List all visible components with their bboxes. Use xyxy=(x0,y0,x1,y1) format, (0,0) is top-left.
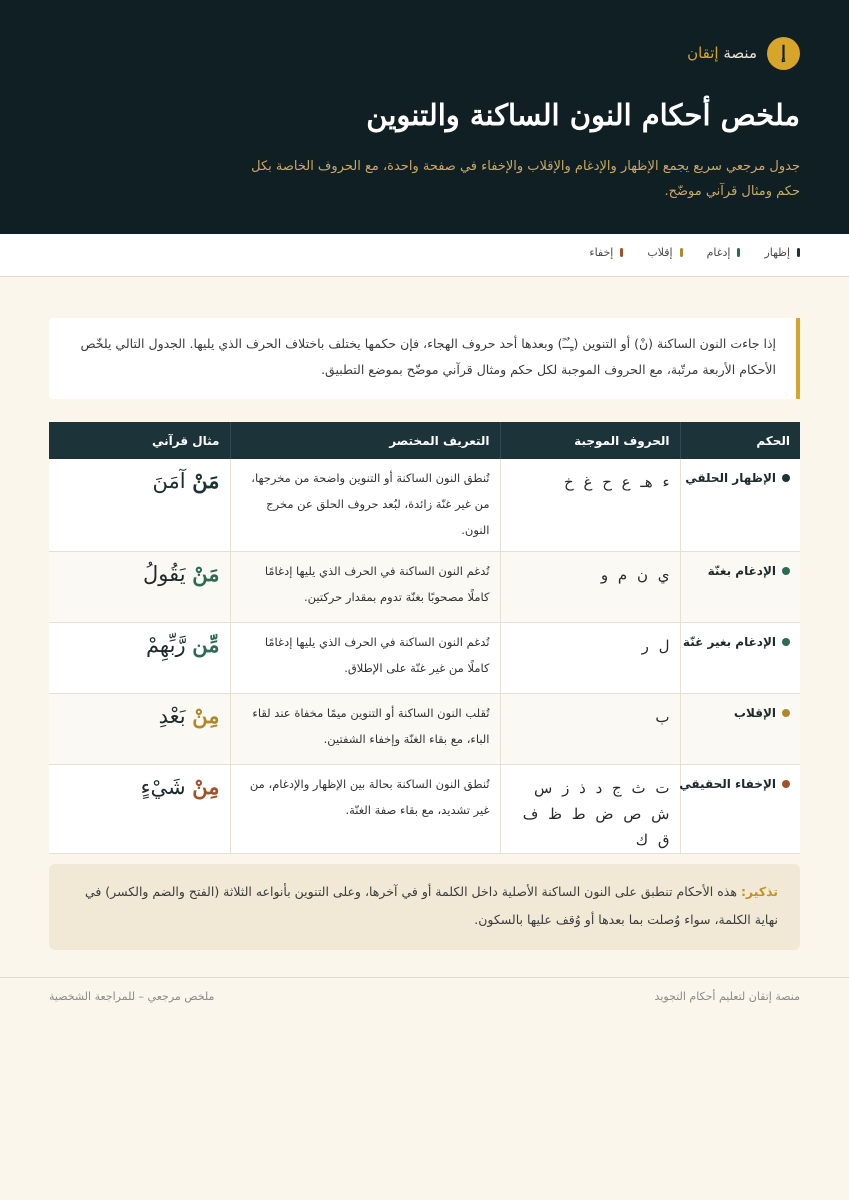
footer-note: ملخص مرجعي – للمراجعة الشخصية xyxy=(49,990,215,1003)
legend-item-ikhfa[interactable] xyxy=(589,246,623,259)
example-highlight: مَنْ xyxy=(192,468,220,493)
brand-name xyxy=(687,44,757,62)
rule-name: الإخفاء الحقيقي xyxy=(679,776,776,791)
example-rest: بَعْدِ xyxy=(158,703,193,728)
reminder-body: هذه الأحكام تنطبق على النون الساكنة الأصلية داخل الكلمة أو في آخرها، وعلى التنوين بأنواعه الثلاثة (الفتح والضم والكسر) في نهاية الكلمة، سواء وُصلت بما بعدها أو وُقف عليها بالسكون. xyxy=(84,884,778,927)
definition-cell xyxy=(230,693,500,764)
example-rest: رَّبِّهِمْ xyxy=(145,632,193,657)
rule-name: الإظهار الحلقي xyxy=(685,471,776,485)
intro-text: إذا جاءت النون الساكنة (نْ) أو التنوين (ـٍـٌـً) وبعدها أحد حروف الهجاء، فإن حكمها يختلف باختلاف الحرف الذي يليها. الجدول التالي يلخّص الأحكام الأربعة مرتّبة، مع الحروف الموجبة لكل حكم ومثال قرآني موضّح بموضع التطبيق. xyxy=(80,336,776,377)
quran-example xyxy=(59,552,220,586)
legend-item-idgham[interactable] xyxy=(707,246,741,259)
brand[interactable] xyxy=(687,36,800,70)
example-cell xyxy=(49,693,230,764)
definition: تُدغم النون الساكنة في الحرف الذي يليها إدغامًا كاملًا مصحوبًا بغنّة تدوم بمقدار حركتين. xyxy=(264,563,490,604)
legend-label: إدغام xyxy=(706,246,731,259)
definition-cell xyxy=(230,764,500,853)
example-highlight: مَنْ xyxy=(192,560,220,586)
letters: ي ن م و xyxy=(600,565,670,584)
letters-cell xyxy=(500,459,680,551)
footer-divider xyxy=(0,977,849,978)
table-row xyxy=(49,693,800,764)
example-rest: آمَنَ xyxy=(152,469,193,493)
definition-cell xyxy=(230,551,500,622)
rule-cell xyxy=(680,551,800,622)
table-header-row xyxy=(49,422,800,459)
rule-dot xyxy=(782,709,790,717)
reminder-text xyxy=(71,878,778,934)
letters: ت ث ج د ذ ز س ش ص ض ط ظ ف ق ك xyxy=(522,778,670,849)
definition-cell xyxy=(230,622,500,693)
legend-label: إظهار xyxy=(764,246,790,259)
legend-bar xyxy=(0,234,849,277)
example-cell xyxy=(49,622,230,693)
letters-cell xyxy=(500,693,680,764)
definition: تُنطق النون الساكنة بحالة بين الإظهار والإدغام، من غير تشديد، مع بقاء صفة الغنّة. xyxy=(249,776,490,817)
example-rest: يَقُولُ xyxy=(143,561,193,586)
rule-name: الإقلاب xyxy=(733,705,776,720)
legend-item-iqlab[interactable] xyxy=(647,246,682,259)
definition-cell xyxy=(230,459,500,551)
rule-cell xyxy=(680,764,800,853)
reminder-label: تذكير: xyxy=(740,884,778,899)
legend-marker xyxy=(620,248,623,257)
letters: ل ر xyxy=(641,636,670,655)
column-header-rule: الحكم xyxy=(680,422,800,459)
example-highlight: مِّن xyxy=(192,631,220,657)
quran-example xyxy=(59,694,220,728)
brand-logo: إ xyxy=(767,37,800,70)
footer-site-name: منصة إتقان لتعليم أحكام التجويد xyxy=(654,990,800,1003)
rule-name: الإدغام بغير غنّة xyxy=(682,634,776,649)
letters-cell xyxy=(500,764,680,853)
table-row xyxy=(49,551,800,622)
legend-marker xyxy=(797,248,800,257)
table-row xyxy=(49,622,800,693)
letters: ب xyxy=(655,707,670,726)
column-header-example: مثال قرآني xyxy=(49,422,230,459)
rule-dot xyxy=(782,780,790,788)
legend-marker xyxy=(737,248,740,257)
brand-name-accent: إتقان xyxy=(687,44,719,62)
rule-cell xyxy=(680,622,800,693)
legend-label: إخفاء xyxy=(589,246,614,259)
letters: ء هـ ع ح غ خ xyxy=(564,473,670,491)
rules-table xyxy=(49,422,800,854)
quran-example xyxy=(59,459,220,493)
example-highlight: مِنْ xyxy=(192,702,220,728)
legend xyxy=(589,246,800,259)
example-cell xyxy=(49,459,230,551)
rule-dot xyxy=(782,474,790,482)
rule-cell xyxy=(680,693,800,764)
legend-item-izhar[interactable] xyxy=(764,246,800,259)
table-row xyxy=(49,764,800,853)
example-highlight: مِنْ xyxy=(192,773,220,799)
column-header-letters: الحروف الموجبة xyxy=(500,422,680,459)
column-header-definition: التعريف المختصر xyxy=(230,422,500,459)
definition: تُنطق النون الساكنة أو التنوين واضحة من مخرجها، من غير غنّة زائدة، لبُعد حروف الحلق عن مخرج النون. xyxy=(251,471,490,537)
rule-dot xyxy=(782,638,790,646)
brand-name-prefix: منصة xyxy=(718,44,757,62)
quran-example xyxy=(59,623,220,657)
example-cell xyxy=(49,764,230,853)
example-rest: شَيْءٍ xyxy=(140,774,193,799)
rule-cell xyxy=(680,459,800,551)
definition: تُدغم النون الساكنة في الحرف الذي يليها إدغامًا كاملًا من غير غنّة على الإطلاق. xyxy=(264,634,490,675)
rule-dot xyxy=(782,567,790,575)
intro-box xyxy=(49,318,800,399)
page-subtitle: جدول مرجعي سريع يجمع الإظهار والإدغام والإقلاب والإخفاء في صفحة واحدة، مع الحروف الخاصة بكل حكم ومثال قرآني موضّح. xyxy=(251,159,800,199)
letters-cell xyxy=(500,551,680,622)
definition: تُقلب النون الساكنة أو التنوين ميمًا مخفاة عند لقاء الباء، مع بقاء الغنّة وإخفاء الشفتين. xyxy=(252,705,490,746)
legend-marker xyxy=(680,248,683,257)
page-header xyxy=(0,0,849,234)
table-row xyxy=(49,459,800,551)
quran-example xyxy=(59,765,220,799)
example-cell xyxy=(49,551,230,622)
legend-label: إقلاب xyxy=(647,246,673,259)
reminder-note xyxy=(49,864,800,950)
page-title: ملخص أحكام النون الساكنة والتنوين xyxy=(366,98,800,132)
rule-name: الإدغام بغنّة xyxy=(707,563,776,578)
letters-cell xyxy=(500,622,680,693)
